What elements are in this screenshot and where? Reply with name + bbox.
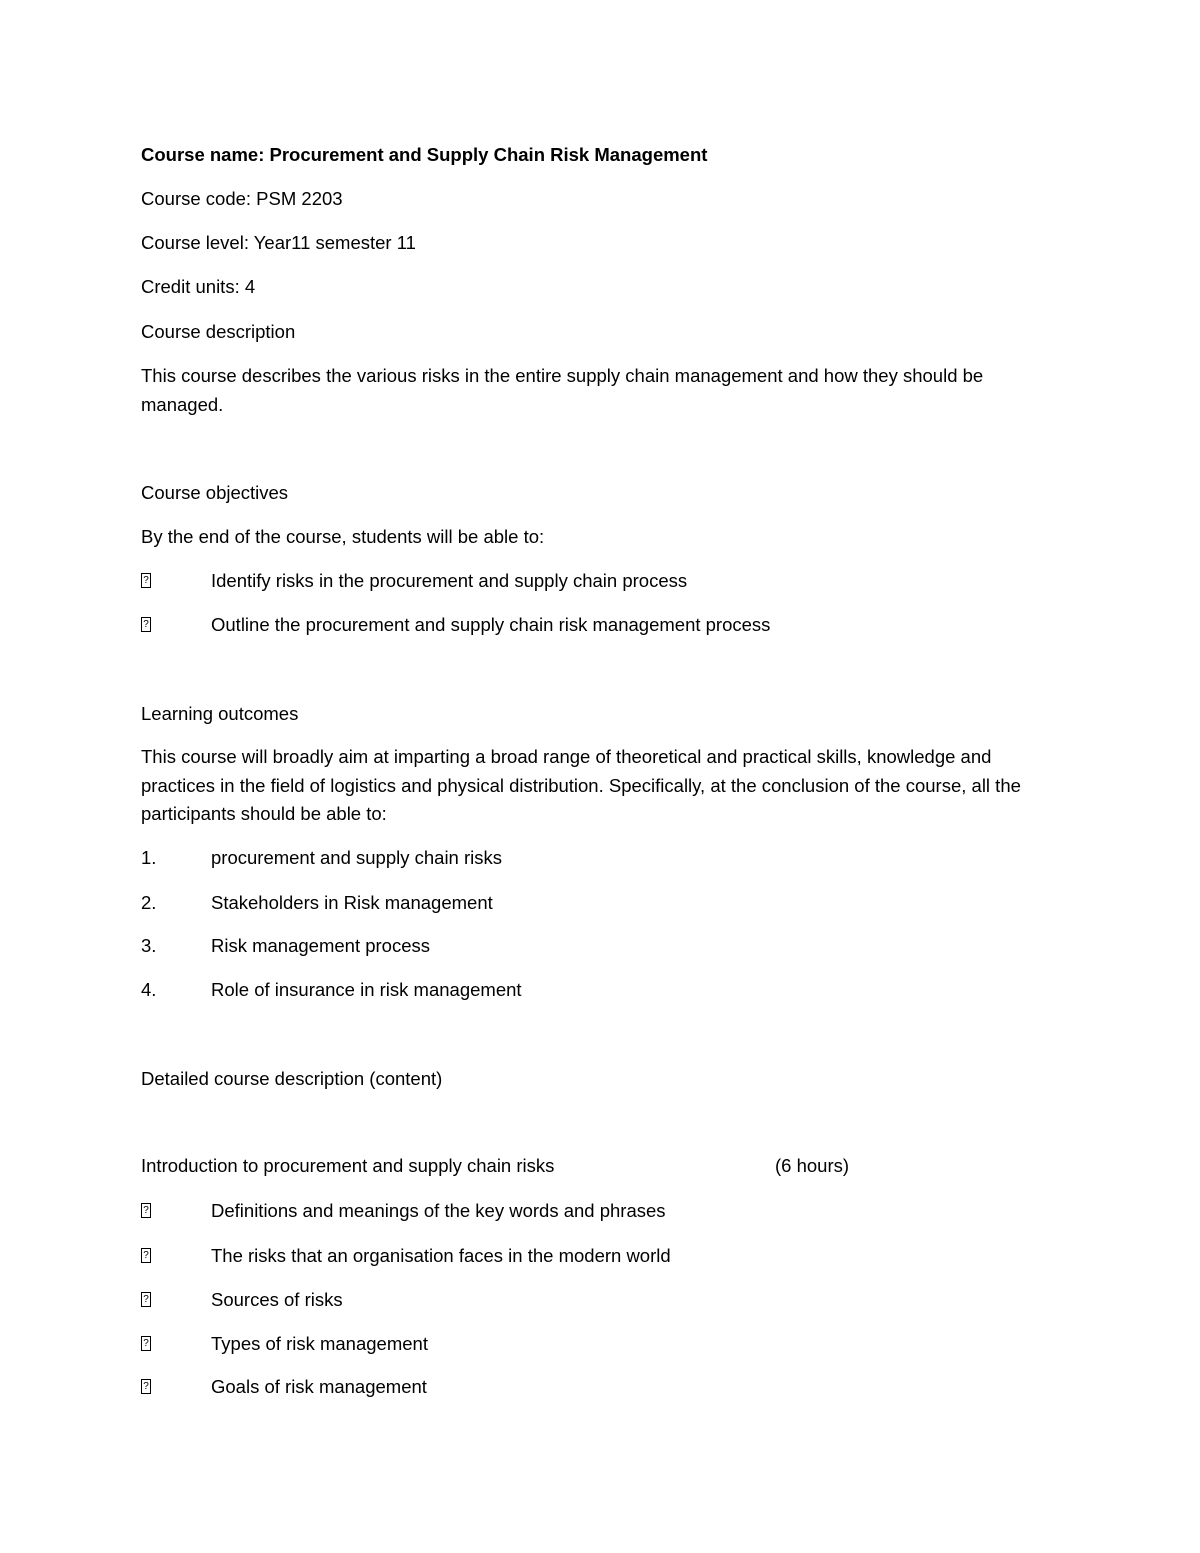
bullet-icon: ? — [141, 1379, 151, 1394]
bullet-icon: ? — [141, 1248, 151, 1263]
learning-outcomes-text: This course will broadly aim at imparting a broad range of theoretical and practical skills, knowledge and practices in the field of logistics and physical distribution. Specifically, at the conclusion of the course, all the participants should be able to: — [141, 746, 1021, 824]
outcome-item: Stakeholders in Risk management — [211, 892, 493, 913]
bullet-icon: ? — [141, 1203, 151, 1218]
course-description-heading: Course description — [141, 321, 296, 342]
content-item: Definitions and meanings of the key words and phrases — [211, 1200, 666, 1221]
detailed-content-heading: Detailed course description (content) — [141, 1068, 443, 1089]
outcome-number: 2. — [141, 892, 157, 913]
bullet-icon: ? — [141, 1292, 151, 1307]
outcome-item: Risk management process — [211, 935, 431, 956]
course-name: Course name: Procurement and Supply Chain Risk Management — [141, 144, 708, 165]
credit-units: Credit units: 4 — [141, 276, 256, 297]
outcome-number: 3. — [141, 935, 157, 956]
objective-item: Outline the procurement and supply chain risk management process — [211, 614, 771, 635]
outcome-number: 4. — [141, 979, 157, 1000]
bullet-icon: ? — [141, 617, 151, 632]
section-title: Introduction to procurement and supply chain risks — [141, 1155, 555, 1176]
course-code: Course code: PSM 2203 — [141, 188, 343, 209]
outcome-item: Role of insurance in risk management — [211, 979, 522, 1000]
course-objectives-heading: Course objectives — [141, 482, 289, 503]
content-item: Goals of risk management — [211, 1376, 427, 1397]
content-item: Sources of risks — [211, 1289, 343, 1310]
learning-outcomes-heading: Learning outcomes — [141, 703, 299, 724]
outcome-item: procurement and supply chain risks — [211, 847, 503, 868]
bullet-icon: ? — [141, 573, 151, 588]
content-item: Types of risk management — [211, 1333, 428, 1354]
content-item: The risks that an organisation faces in the modern world — [211, 1245, 671, 1266]
course-objectives-intro: By the end of the course, students will be able to: — [141, 526, 545, 547]
outcome-number: 1. — [141, 847, 157, 868]
section-hours: (6 hours) — [775, 1155, 850, 1176]
bullet-icon: ? — [141, 1336, 151, 1351]
course-level: Course level: Year11 semester 11 — [141, 232, 416, 253]
objective-item: Identify risks in the procurement and supply chain process — [211, 570, 688, 591]
course-description-text: This course describes the various risks in the entire supply chain management and how they should be managed. — [141, 365, 984, 415]
